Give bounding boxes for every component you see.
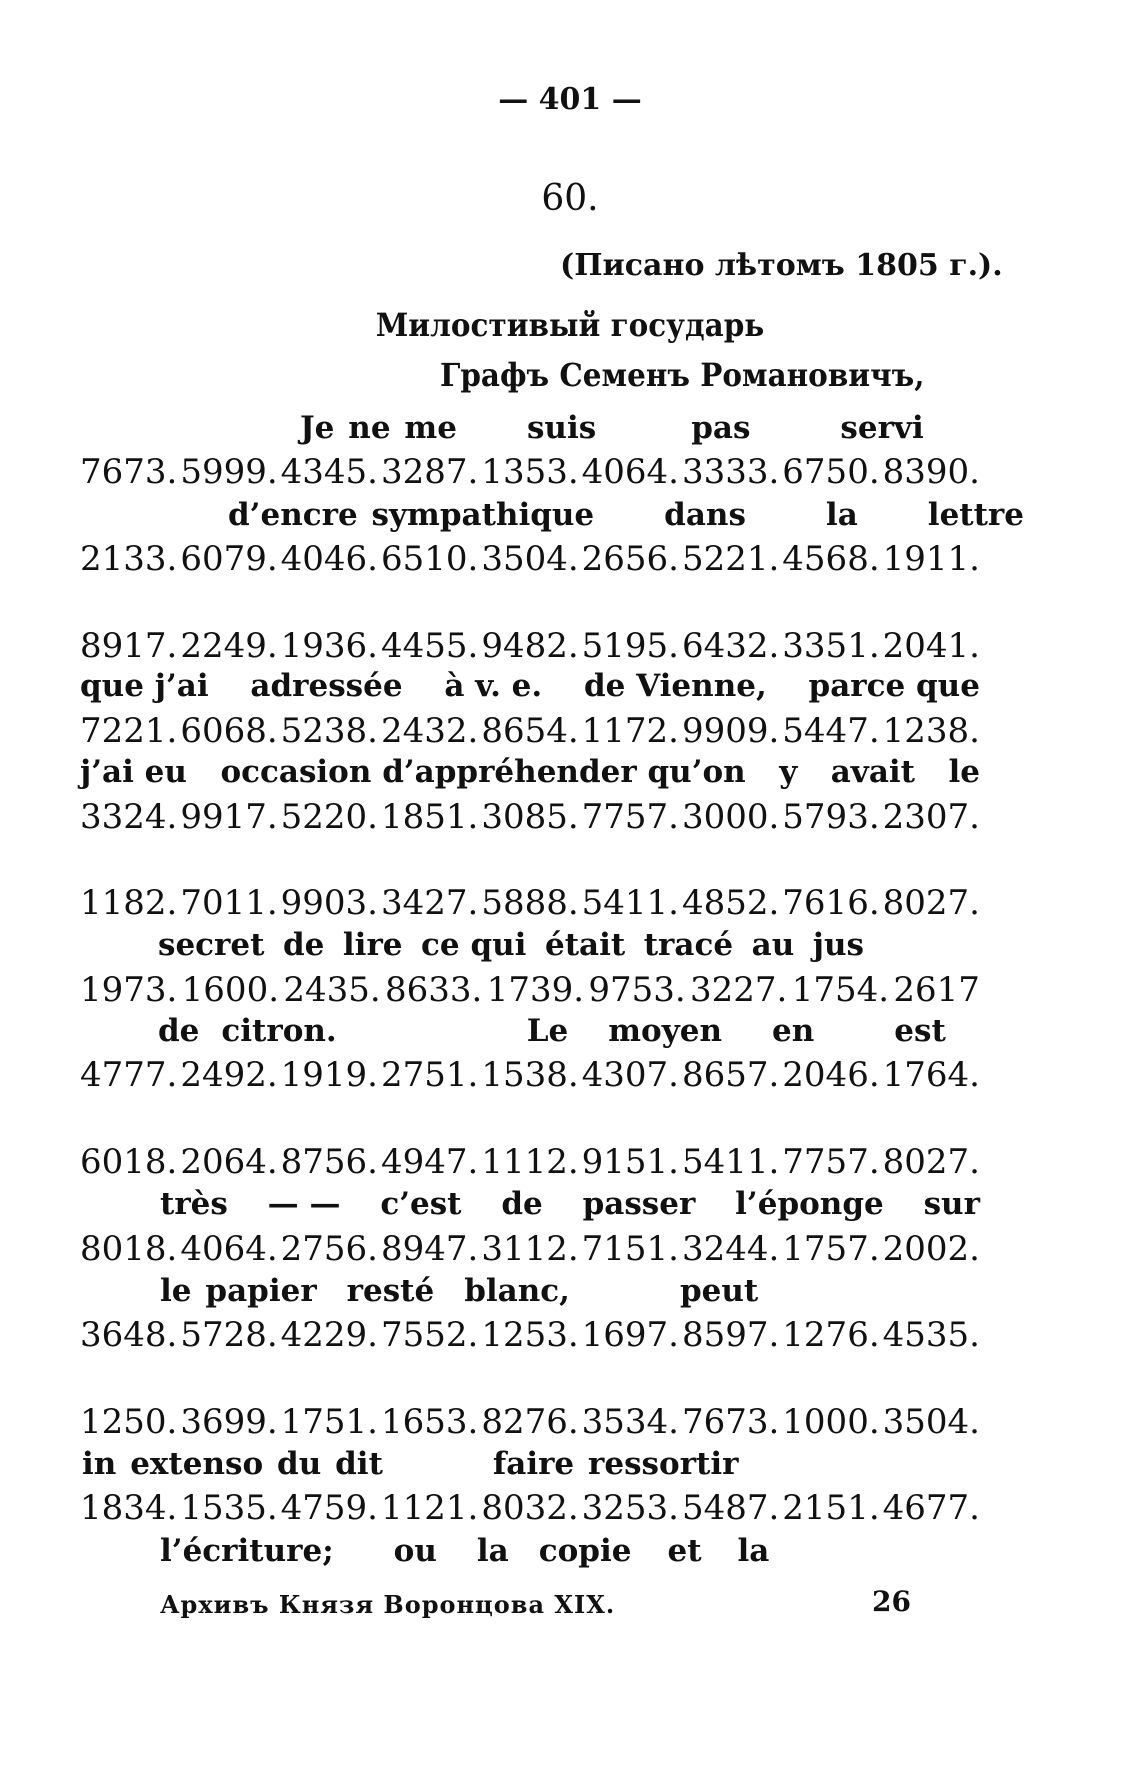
cipher-group: 7757. [782,1142,880,1182]
text-word: de [158,1013,200,1049]
cipher-group: 1600. [181,970,280,1010]
text-word: servi [840,410,924,446]
text-line [80,668,980,704]
cipher-line [80,970,980,1010]
salutation-line-1: Милостивый государь [375,306,765,344]
cipher-group: 3324. [80,797,178,837]
text-word: secret [158,927,265,963]
cipher-group: 5220. [280,797,378,837]
cipher-line [80,883,980,923]
cipher-group: 7673. [681,1402,780,1442]
cipher-line [80,1142,980,1182]
cipher-group: 4046. [280,539,378,579]
text-line [228,497,1024,533]
cipher-group: 4345. [280,452,378,492]
text-word: jus [812,927,864,963]
text-word: parce que [808,668,980,704]
text-word: de Vienne, [583,668,767,704]
cipher-group: 6432. [681,626,780,666]
text-word: j’ai eu [80,754,187,790]
cipher-group: 7011. [180,883,278,923]
cipher-group: 2307. [882,797,980,837]
cipher-group: 8276. [481,1402,579,1442]
cipher-group: 1754. [791,970,890,1010]
cipher-group: 6079. [180,539,278,579]
cipher-line [80,452,980,492]
cipher-group: 1973. [80,970,178,1010]
text-line [158,927,864,963]
cipher-group: 1653. [380,1402,479,1442]
cipher-group: 8018. [80,1229,178,1269]
text-line [160,1533,769,1569]
cipher-group: 4064. [180,1229,278,1269]
cipher-line [80,1315,980,1355]
cipher-group: 7757. [581,797,679,837]
cipher-group: 1851. [380,797,479,837]
text-word: l’éponge [735,1186,884,1222]
cipher-group: 2041. [882,626,980,666]
cipher-group: 1538. [481,1055,579,1095]
text-word: de [501,1186,543,1222]
cipher-group: 8654. [481,711,579,751]
cipher-group: 2617 [893,970,980,1010]
cipher-group: 8027. [882,883,980,923]
text-word: copie [538,1533,632,1569]
cipher-group: 7151. [581,1229,679,1269]
cipher-group: 3227. [690,970,788,1010]
text-word: Le [526,1013,569,1049]
text-word: en [772,1013,815,1049]
text-word: — — [267,1186,341,1222]
cipher-group: 3699. [180,1402,278,1442]
cipher-group: 1911. [882,539,980,579]
cipher-group: 2249. [180,626,278,666]
text-word: y [779,754,798,790]
text-word: est [894,1013,946,1049]
cipher-group: 1250. [80,1402,178,1442]
cipher-group: 1182. [80,883,178,923]
cipher-group: 5487. [681,1488,780,1528]
cipher-line [80,1229,980,1269]
cipher-group: 2492. [180,1055,278,1095]
cipher-group: 9917. [180,797,278,837]
cipher-group: 7616. [782,883,880,923]
cipher-group: 6068. [180,711,278,751]
cipher-group: 7221. [80,711,178,751]
cipher-group: 9482. [481,626,579,666]
cipher-group: 3351. [782,626,880,666]
cipher-group: 2656. [581,539,679,579]
cipher-group: 5447. [782,711,880,751]
cipher-group: 8027. [882,1142,980,1182]
cipher-group: 4568. [782,539,880,579]
text-word: dans [664,497,746,533]
cipher-group: 4947. [380,1142,479,1182]
cipher-group: 8032. [481,1488,579,1528]
cipher-group: 4852. [681,883,780,923]
cipher-group: 2133. [80,539,178,579]
text-word: le [948,754,980,790]
cipher-group: 1276. [782,1315,880,1355]
cipher-group: 5221. [681,539,780,579]
text-word: la [825,497,858,533]
cipher-group: 4455. [380,626,479,666]
cipher-group: 5195. [581,626,679,666]
text-word: très [160,1186,228,1222]
cipher-group: 6510. [380,539,479,579]
text-word: à v. e. [444,668,543,704]
cipher-group: 2432. [380,711,479,751]
text-word: de [282,927,325,963]
text-line [160,1186,980,1222]
cipher-group: 1353. [481,452,579,492]
text-word: faire ressortir [492,1446,739,1482]
cipher-line [80,1488,980,1528]
cipher-group: 1253. [481,1315,579,1355]
signature-number: 26 [872,1585,911,1618]
text-word: Je ne me [300,410,457,446]
cipher-group: 4677. [882,1488,980,1528]
text-word: au [751,927,795,963]
cipher-group: 6018. [80,1142,178,1182]
text-word: tracé [643,927,734,963]
cipher-group: 5888. [481,883,579,923]
cipher-group: 9903. [280,883,378,923]
cipher-group: 2756. [280,1229,378,1269]
cipher-group: 2002. [882,1229,980,1269]
cipher-group: 1121. [380,1488,479,1528]
cipher-group: 3000. [681,797,780,837]
cipher-group: 3287. [380,452,479,492]
text-word: in extenso du dit [82,1446,383,1482]
text-line [82,1446,738,1482]
cipher-group: 3244. [681,1229,780,1269]
cipher-group: 7673. [80,452,178,492]
cipher-group: 3253. [581,1488,679,1528]
cipher-group: 1739. [486,970,585,1010]
text-line [158,1013,946,1049]
cipher-group: 9151. [581,1142,679,1182]
cipher-group: 2064. [180,1142,278,1182]
text-word: citron. [221,1013,337,1049]
cipher-group: 5411. [681,1142,780,1182]
letter-number: 60. [541,178,599,219]
footer-source: Архивъ Князя Воронцова XIX. [160,1590,616,1619]
text-word: la [737,1533,770,1569]
cipher-line [80,797,980,837]
cipher-group: 6750. [782,452,880,492]
page-number: — 401 — [498,82,642,117]
cipher-group: 3427. [380,883,479,923]
text-word: resté [346,1273,435,1309]
cipher-group: 5411. [581,883,679,923]
text-word: lire [342,927,403,963]
cipher-group: 4229. [280,1315,378,1355]
text-word: ce qui [421,927,527,963]
salutation-line-2: Графъ Семенъ Романовичъ, [440,356,925,394]
cipher-group: 8947. [380,1229,479,1269]
cipher-group: 4777. [80,1055,178,1095]
cipher-group: 1751. [280,1402,378,1442]
cipher-group: 2046. [782,1055,880,1095]
cipher-group: 8657. [681,1055,780,1095]
cipher-group: 2151. [782,1488,880,1528]
cipher-group: 4535. [882,1315,980,1355]
text-word: le papier [160,1273,317,1309]
cipher-group: 1535. [180,1488,278,1528]
cipher-group: 4759. [280,1488,378,1528]
cipher-group: 1112. [481,1142,579,1182]
cipher-group: 2751. [380,1055,479,1095]
cipher-group: 8917. [80,626,178,666]
cipher-group: 9909. [681,711,780,751]
cipher-group: 1764. [882,1055,980,1095]
text-word: sur [923,1186,980,1222]
cipher-group: 1000. [782,1402,880,1442]
cipher-group: 1919. [280,1055,378,1095]
cipher-group: 5238. [280,711,378,751]
text-word: blanc, [464,1273,570,1309]
text-word: adressée [250,668,403,704]
cipher-line [80,626,980,666]
cipher-group: 1757. [782,1229,880,1269]
cipher-group: 5728. [180,1315,278,1355]
cipher-group: 3504. [882,1402,980,1442]
text-word: était [544,927,626,963]
cipher-group: 8390. [882,452,980,492]
cipher-group: 1697. [581,1315,679,1355]
cipher-group: 3534. [581,1402,679,1442]
text-word: que j’ai [80,668,209,704]
date-note: (Писано лѣтомъ 1805 г.). [560,248,1003,283]
text-word: lettre [927,497,1024,533]
cipher-group: 4307. [581,1055,679,1095]
text-word: l’écriture; [160,1533,334,1569]
cipher-group: 1834. [80,1488,178,1528]
text-word: avait [830,754,915,790]
cipher-group: 3648. [80,1315,178,1355]
text-word: passer [582,1186,696,1222]
cipher-group: 4064. [581,452,679,492]
cipher-line [80,539,980,579]
cipher-line [80,711,980,751]
text-word: peut [679,1273,759,1309]
cipher-group: 3085. [481,797,579,837]
cipher-group: 8597. [681,1315,780,1355]
text-word: pas [691,410,751,446]
text-word: moyen [608,1013,723,1049]
cipher-group: 1936. [280,626,378,666]
cipher-group: 1238. [882,711,980,751]
text-word: ou [393,1533,437,1569]
cipher-group: 3504. [481,539,579,579]
text-word: c’est [380,1186,462,1222]
cipher-group: 5793. [782,797,880,837]
text-word: et [667,1533,702,1569]
cipher-group: 7552. [380,1315,479,1355]
text-word: la [476,1533,509,1569]
text-line [160,1273,758,1309]
cipher-group: 9753. [588,970,686,1010]
cipher-group: 2435. [283,970,381,1010]
cipher-group: 1172. [581,711,679,751]
cipher-group: 5999. [180,452,278,492]
text-word: d’encre sympathique [228,497,595,533]
cipher-group: 3112. [481,1229,579,1269]
cipher-group: 8633. [385,970,483,1010]
text-line [80,754,980,790]
cipher-group: 3333. [681,452,780,492]
cipher-group: 8756. [280,1142,378,1182]
cipher-line [80,1402,980,1442]
text-line [300,410,924,446]
text-word: suis [526,410,597,446]
text-word: occasion d’appréhender qu’on [220,754,746,790]
cipher-line [80,1055,980,1095]
